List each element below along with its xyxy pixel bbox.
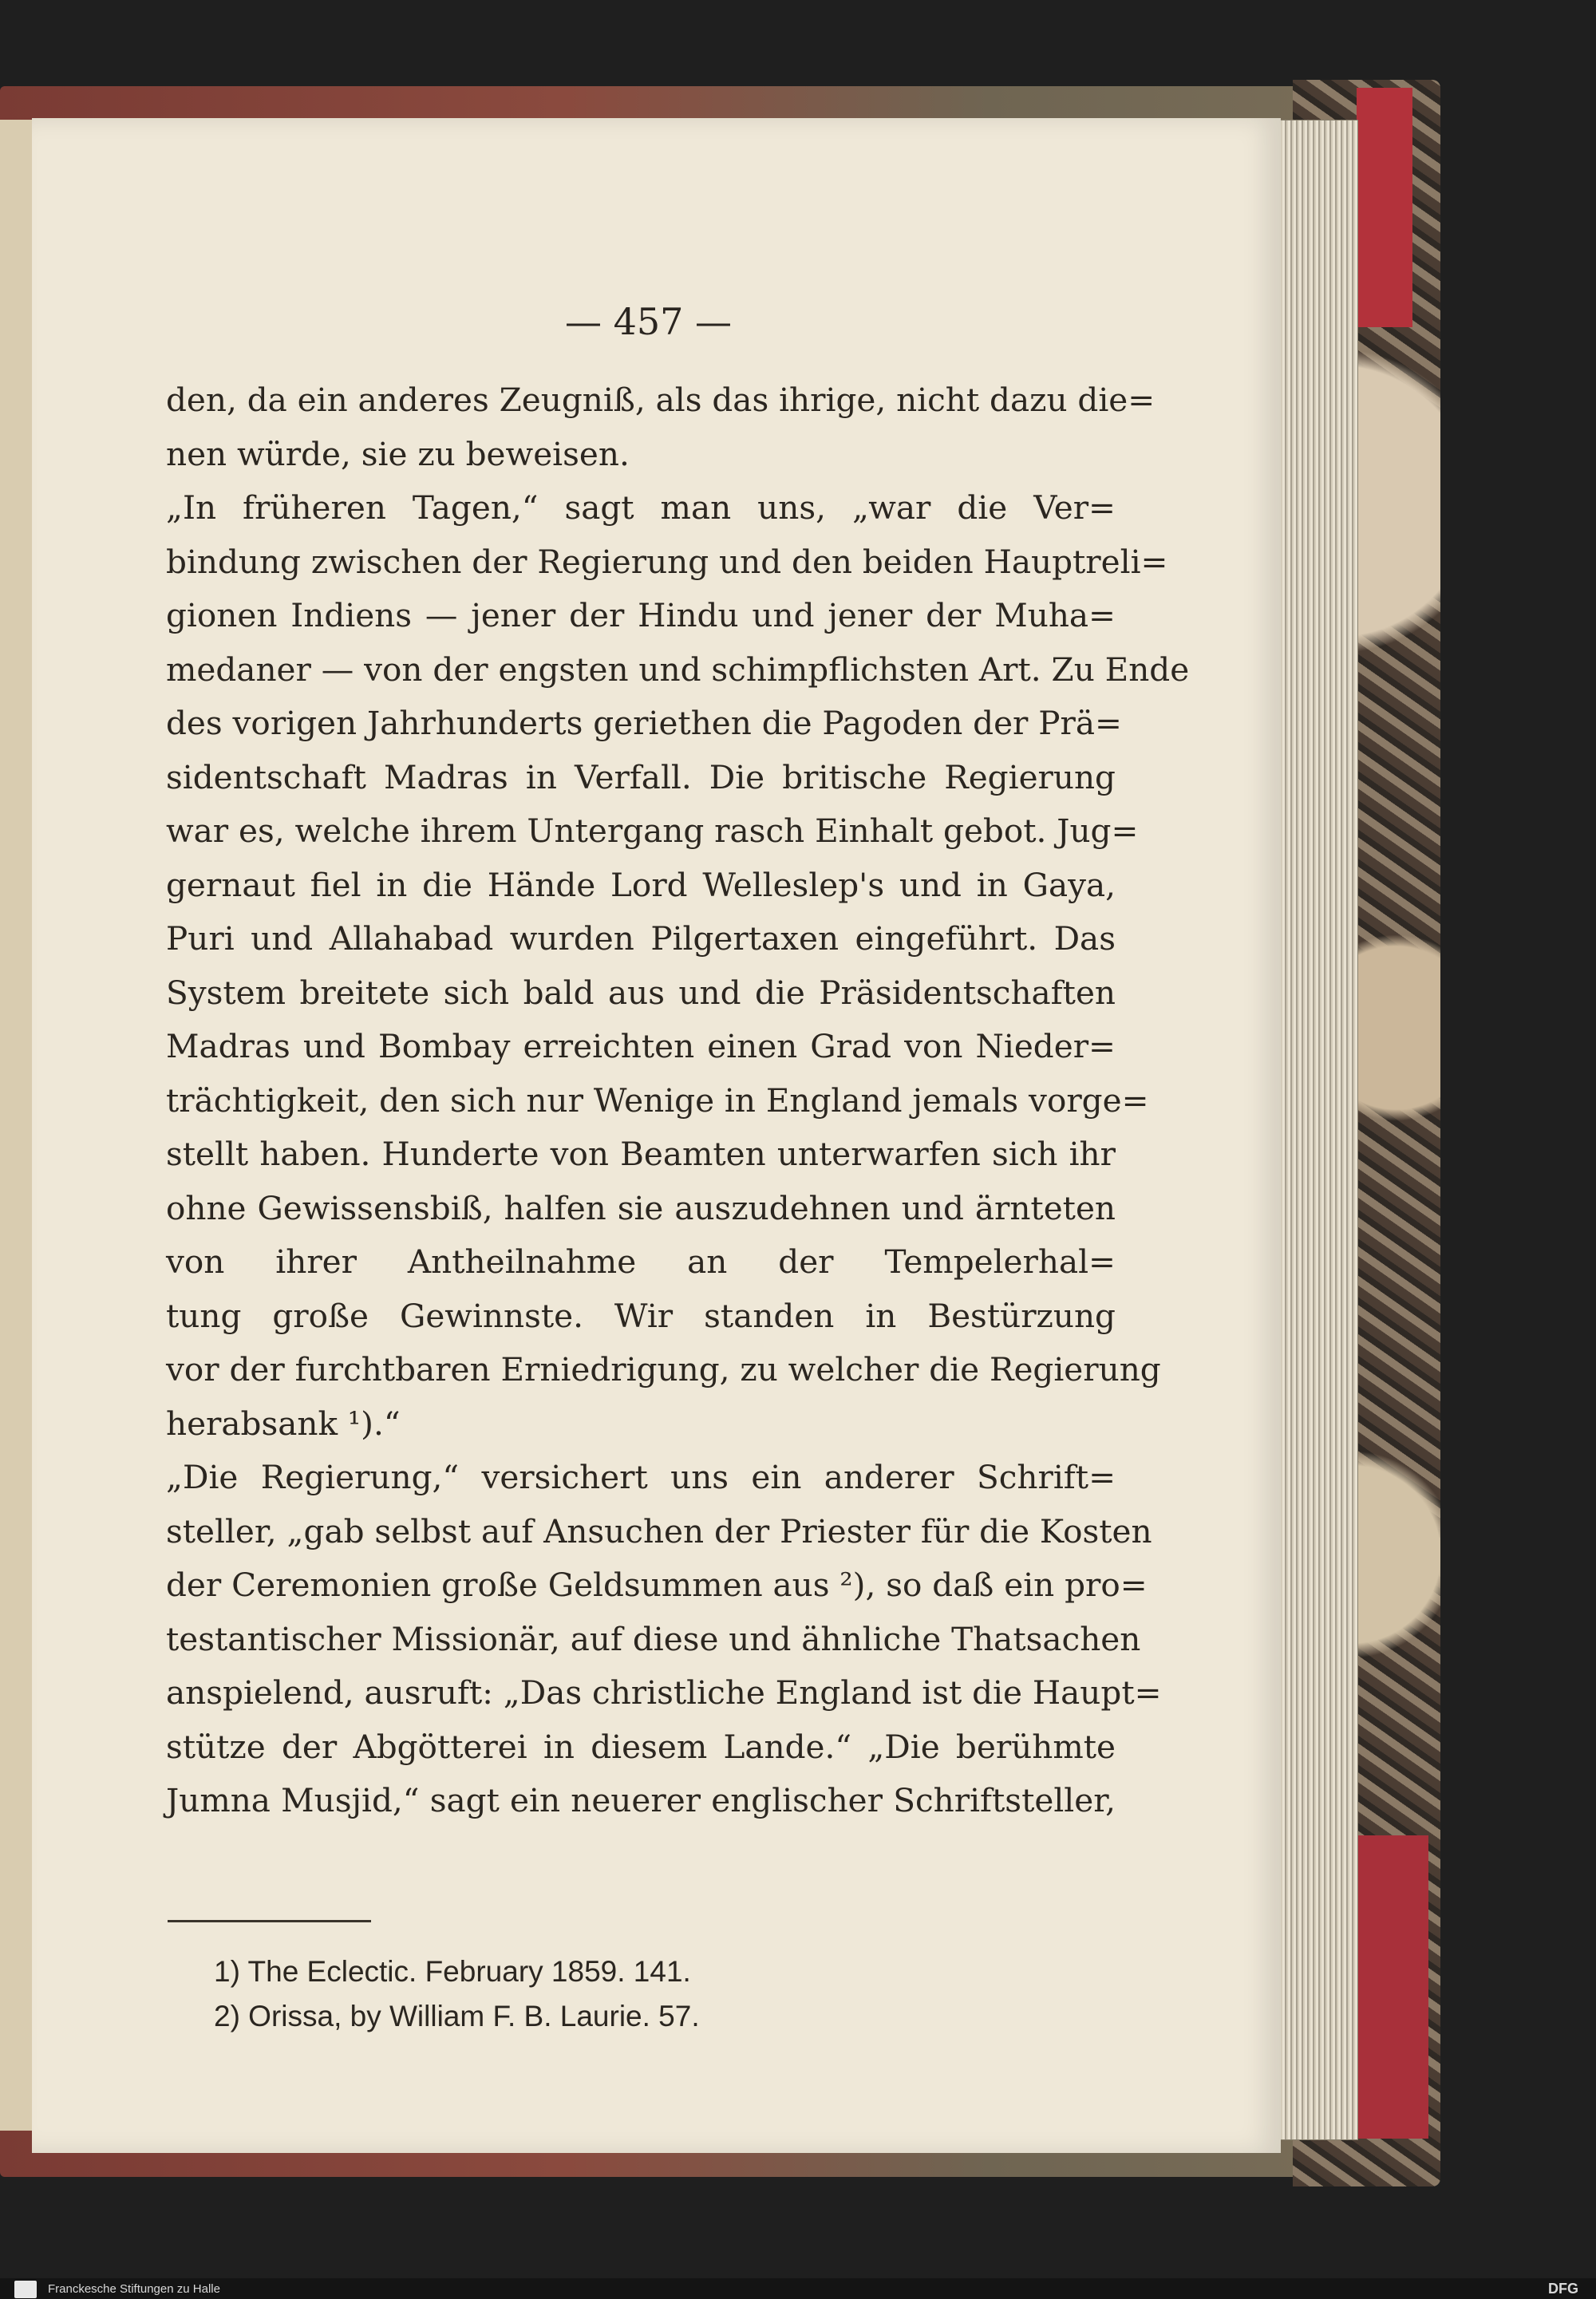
- footnote-2: 2) Orissa, by William F. B. Laurie. 57.: [214, 2000, 700, 2032]
- red-spine-corner-bottom: [1357, 1835, 1428, 2139]
- text-line: tung große Gewinnste. Wir standen in Bestürzung: [166, 1296, 1116, 1335]
- text-line: steller, „gab selbst auf Ansuchen der Priester für die Kosten: [166, 1511, 1152, 1550]
- text-line: von ihrer Antheilnahme an der Tempelerhal=: [166, 1242, 1116, 1281]
- text-line: trächtigkeit, den sich nur Wenige in England jemals vorge=: [166, 1080, 1149, 1120]
- text-line: stütze der Abgötterei in diesem Lande.“ „Die berühmte: [166, 1727, 1116, 1766]
- text-line: vor der furchtbaren Erniedrigung, zu welcher die Regierung: [166, 1350, 1161, 1388]
- text-line: den, da ein anderes Zeugniß, als das ihrige, nicht dazu die=: [166, 381, 1156, 419]
- red-spine-corner-top: [1357, 88, 1412, 327]
- page-number-header: — 457 —: [564, 300, 733, 343]
- text-line: testantischer Missionär, auf diese und ähnliche Thatsachen: [166, 1619, 1141, 1658]
- text-line: Puri und Allahabad wurden Pilgertaxen eingeführt. Das: [166, 919, 1116, 958]
- previous-page-edge: [0, 120, 34, 2131]
- footnotes: [214, 1949, 1092, 2039]
- text-line: des vorigen Jahrhunderts geriethen die Pagoden der Prä=: [166, 704, 1122, 742]
- text-line: ohne Gewissensbiß, halfen sie auszudehnen und ärnteten: [166, 1188, 1116, 1227]
- text-line: Jumna Musjid,“ sagt ein neuerer englischer Schriftsteller,: [166, 1781, 1116, 1819]
- text-line: stellt haben. Hunderte von Beamten unterwarfen sich ihr: [166, 1135, 1116, 1173]
- dfg-logo: DFG: [1548, 2281, 1578, 2297]
- text-line: bindung zwischen der Regierung und den beiden Hauptreli=: [166, 542, 1168, 581]
- text-line: Madras und Bombay erreichten einen Grad von Nieder=: [166, 1027, 1116, 1065]
- text-line: medaner — von der engsten und schimpflichsten Art. Zu Ende: [166, 650, 1190, 689]
- text-line: gernaut fiel in die Hände Lord Welleslep's und in Gaya,: [166, 865, 1116, 904]
- text-line: System breitete sich bald aus und die Präsidentschaften: [166, 973, 1116, 1012]
- body-text: [166, 373, 1190, 1828]
- text-line: sidentschaft Madras in Verfall. Die britische Regierung: [166, 757, 1116, 796]
- footnote-1: 1) The Eclectic. February 1859. 141.: [214, 1955, 691, 1988]
- text-line: gionen Indiens — jener der Hindu und jener der Muha=: [166, 596, 1116, 634]
- text-line: anspielend, ausruft: „Das christliche England ist die Haupt=: [166, 1673, 1162, 1712]
- text-line: herabsank ¹).“: [166, 1404, 401, 1443]
- text-line: „In früheren Tagen,“ sagt man uns, „war die Ver=: [166, 488, 1116, 527]
- text-line: war es, welche ihrem Untergang rasch Einhalt gebot. Jug=: [166, 812, 1139, 850]
- text-line: der Ceremonien große Geldsummen aus ²), so daß ein pro=: [166, 1566, 1148, 1604]
- book-page: [32, 118, 1281, 2153]
- institution-logo-icon: [14, 2281, 37, 2298]
- text-line: nen würde, sie zu beweisen.: [166, 434, 630, 473]
- footnote-rule: [168, 1920, 371, 1922]
- text-line: „Die Regierung,“ versichert uns ein anderer Schrift=: [166, 1458, 1116, 1496]
- institution-credit: Franckesche Stiftungen zu Halle: [48, 2282, 220, 2296]
- viewer-footer-bar: [0, 2278, 1596, 2299]
